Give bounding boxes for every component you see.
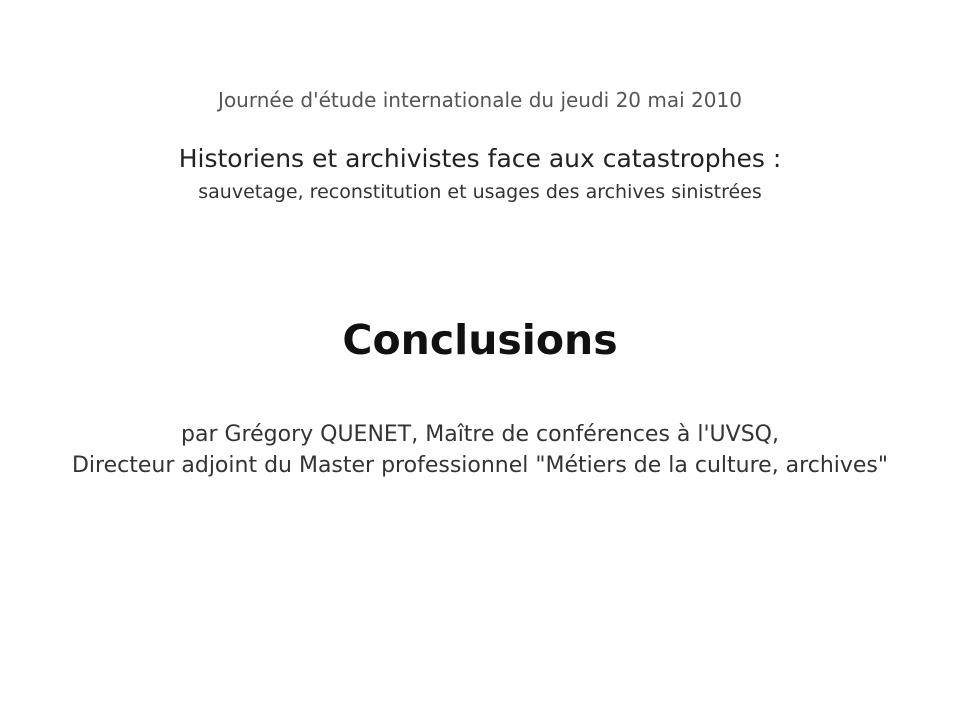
event-date-line: Journée d'étude internationale du jeudi 20 mai 2010: [218, 88, 742, 112]
slide-title: Historiens et archivistes face aux catastrophes :: [178, 144, 782, 173]
slide-subtitle: sauvetage, reconstitution et usages des archives sinistrées: [198, 181, 762, 203]
author-line: par Grégory QUENET, Maître de conférences à l'UVSQ,: [181, 422, 779, 447]
conclusions-heading: Conclusions: [342, 316, 618, 364]
author-role-line: Directeur adjoint du Master professionnel "Métiers de la culture, archives": [71, 453, 889, 478]
